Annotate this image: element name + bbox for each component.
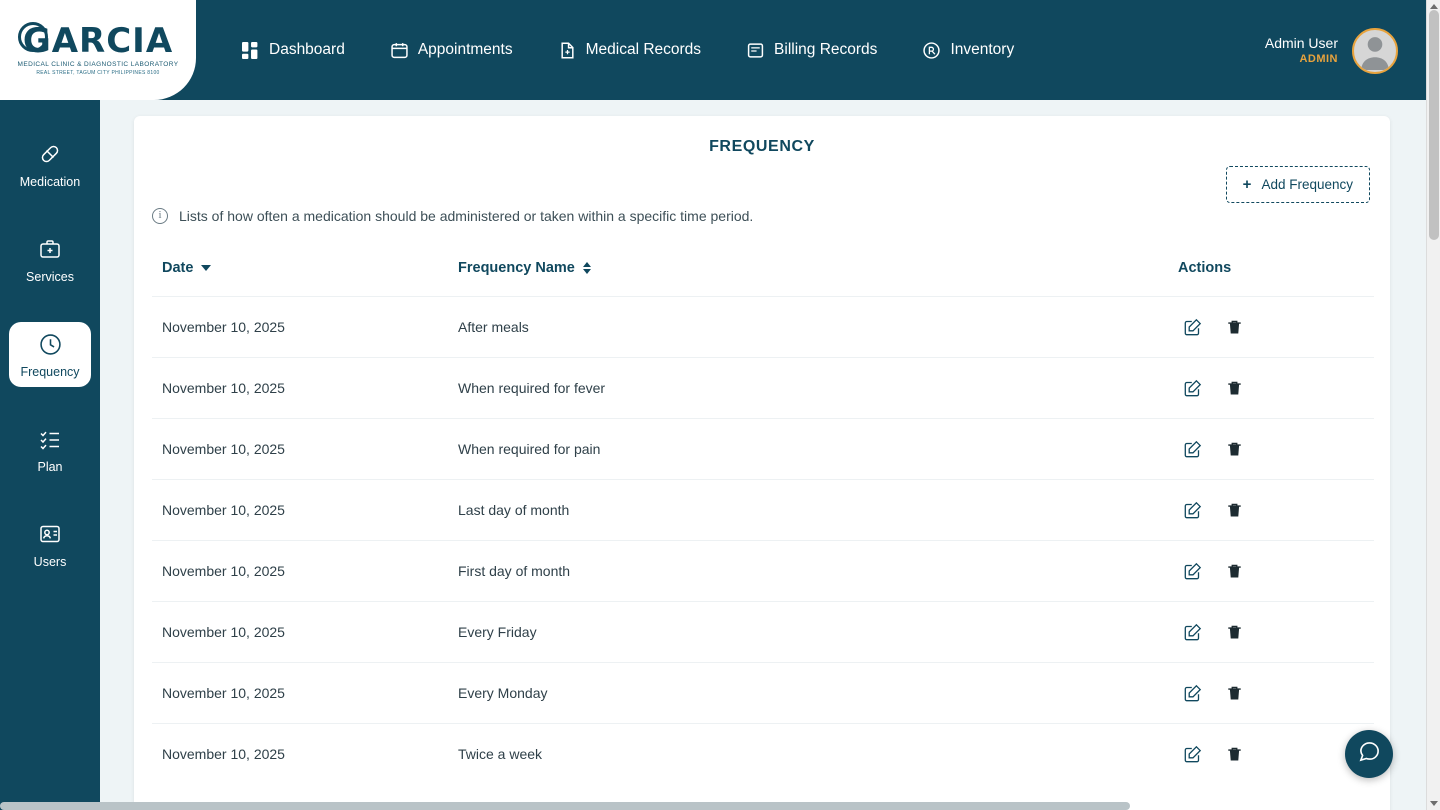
- plus-icon: +: [1242, 176, 1252, 193]
- checklist-icon: [39, 427, 61, 451]
- trash-icon[interactable]: [1226, 684, 1243, 702]
- sidebar-item-label: Services: [26, 270, 74, 284]
- trash-icon[interactable]: [1226, 318, 1243, 336]
- table-row[interactable]: [152, 358, 1374, 419]
- cell-frequency-name: When required for pain: [458, 419, 1178, 480]
- vertical-scrollbar[interactable]: [1426, 0, 1440, 810]
- cell-frequency-name: When required for fever: [458, 358, 1178, 419]
- pill-icon: [39, 142, 61, 166]
- sidebar-item-services[interactable]: [9, 227, 91, 292]
- edit-icon[interactable]: [1184, 501, 1202, 519]
- column-header-frequency-name[interactable]: [458, 250, 1178, 297]
- edit-icon[interactable]: [1184, 745, 1202, 763]
- nav-label: Medical Records: [585, 41, 702, 58]
- table-row[interactable]: [152, 541, 1374, 602]
- table-row[interactable]: [152, 297, 1374, 358]
- trash-icon[interactable]: [1226, 501, 1243, 519]
- table-row[interactable]: [152, 663, 1374, 724]
- cell-actions: [1178, 663, 1374, 724]
- column-header-actions: [1178, 250, 1374, 297]
- cell-actions: [1178, 602, 1374, 663]
- cell-frequency-name: Every Monday: [458, 663, 1178, 724]
- cell-date: November 10, 2025: [152, 419, 458, 480]
- trash-icon[interactable]: [1226, 745, 1243, 763]
- frequency-card: [134, 116, 1390, 810]
- user-name: Admin User: [1264, 35, 1338, 52]
- trash-icon[interactable]: [1226, 623, 1243, 641]
- avatar[interactable]: [1352, 28, 1398, 74]
- sidebar-item-plan[interactable]: [9, 417, 91, 482]
- table-row[interactable]: [152, 419, 1374, 480]
- edit-icon[interactable]: [1184, 684, 1202, 702]
- brand-logo[interactable]: [0, 0, 196, 100]
- horizontal-scrollbar-thumb[interactable]: [0, 802, 1130, 810]
- table-header-row: [152, 250, 1374, 297]
- nav-label: Billing Records: [774, 41, 878, 58]
- sidebar: [0, 100, 100, 810]
- logo-mark-icon: [18, 22, 48, 52]
- briefcase-plus-icon: [39, 237, 61, 261]
- grid-icon: [242, 42, 259, 59]
- main-nav: [242, 41, 1014, 59]
- cell-date: November 10, 2025: [152, 297, 458, 358]
- nav-item-appointments[interactable]: [391, 41, 513, 59]
- horizontal-scrollbar[interactable]: [0, 800, 1426, 810]
- top-navigation-bar: [0, 0, 1426, 100]
- nav-label: Appointments: [417, 41, 513, 58]
- cell-date: November 10, 2025: [152, 541, 458, 602]
- cell-date: November 10, 2025: [152, 724, 458, 785]
- edit-icon[interactable]: [1184, 440, 1202, 458]
- receipt-icon: [747, 42, 764, 59]
- prescription-icon: [923, 42, 940, 59]
- add-frequency-button[interactable]: [1226, 166, 1370, 203]
- nav-item-dashboard[interactable]: [242, 41, 345, 59]
- cell-date: November 10, 2025: [152, 663, 458, 724]
- column-header-date-label: Date: [162, 260, 194, 276]
- user-menu[interactable]: [1265, 28, 1398, 74]
- cell-frequency-name: Twice a week: [458, 724, 1178, 785]
- cell-frequency-name: After meals: [458, 297, 1178, 358]
- table-row[interactable]: [152, 724, 1374, 785]
- chat-icon: [1358, 740, 1381, 768]
- sidebar-item-label: Medication: [19, 175, 81, 189]
- cell-date: November 10, 2025: [152, 602, 458, 663]
- cell-frequency-name: Last day of month: [458, 480, 1178, 541]
- cell-frequency-name: Every Friday: [458, 602, 1178, 663]
- info-icon: i: [152, 208, 168, 224]
- sidebar-item-label: Plan: [37, 460, 63, 474]
- cell-date: November 10, 2025: [152, 480, 458, 541]
- brand-name: GARCIA: [22, 21, 174, 62]
- file-medical-icon: [559, 42, 576, 59]
- cell-actions: [1178, 297, 1374, 358]
- add-frequency-label: Add Frequency: [1261, 177, 1353, 192]
- nav-item-billing-records[interactable]: [747, 41, 877, 59]
- cell-actions: [1178, 358, 1374, 419]
- calendar-icon: [391, 42, 408, 59]
- page-description-text: Lists of how often a medication should be administered or taken within a specific time period.: [179, 208, 754, 224]
- edit-icon[interactable]: [1184, 562, 1202, 580]
- chat-support-button[interactable]: [1345, 730, 1393, 778]
- table-row[interactable]: [152, 602, 1374, 663]
- sidebar-item-label: Users: [33, 555, 67, 569]
- brand-address: REAL STREET, TAGUM CITY PHILIPPINES 8100: [36, 69, 160, 76]
- trash-icon[interactable]: [1226, 562, 1243, 580]
- cell-actions: [1178, 541, 1374, 602]
- vertical-scrollbar-thumb[interactable]: [1429, 10, 1439, 240]
- sidebar-item-medication[interactable]: [9, 132, 91, 197]
- cell-actions: [1178, 480, 1374, 541]
- edit-icon[interactable]: [1184, 623, 1202, 641]
- user-role: ADMIN: [1299, 52, 1338, 65]
- trash-icon[interactable]: [1226, 440, 1243, 458]
- table-body: [152, 297, 1374, 785]
- page-description: [152, 208, 753, 224]
- clock-icon: [39, 332, 62, 356]
- nav-label: Inventory: [950, 41, 1015, 58]
- sidebar-item-frequency[interactable]: [9, 322, 91, 387]
- sort-desc-icon[interactable]: [201, 265, 211, 271]
- nav-label: Dashboard: [269, 41, 345, 58]
- brand-tagline: MEDICAL CLINIC & DIAGNOSTIC LABORATORY: [17, 61, 179, 69]
- column-header-actions-label: Actions: [1178, 260, 1232, 276]
- scroll-down-icon[interactable]: [1430, 801, 1438, 806]
- frequency-table: [152, 250, 1374, 784]
- page-title: FREQUENCY: [709, 138, 815, 155]
- cell-date: November 10, 2025: [152, 358, 458, 419]
- scroll-up-icon[interactable]: [1430, 4, 1438, 9]
- nav-item-inventory[interactable]: [923, 41, 1014, 59]
- column-header-name-label: Frequency Name: [458, 260, 575, 276]
- cell-actions: [1178, 419, 1374, 480]
- sidebar-item-label: Frequency: [20, 365, 80, 379]
- edit-icon[interactable]: [1184, 318, 1202, 336]
- edit-icon[interactable]: [1184, 379, 1202, 397]
- column-header-date[interactable]: [152, 250, 458, 297]
- nav-item-medical-records[interactable]: [559, 41, 701, 59]
- user-card-icon: [39, 522, 61, 546]
- table-row[interactable]: [152, 480, 1374, 541]
- cell-frequency-name: First day of month: [458, 541, 1178, 602]
- trash-icon[interactable]: [1226, 379, 1243, 397]
- sort-toggle-icon[interactable]: [583, 262, 591, 274]
- sidebar-item-users[interactable]: [9, 512, 91, 577]
